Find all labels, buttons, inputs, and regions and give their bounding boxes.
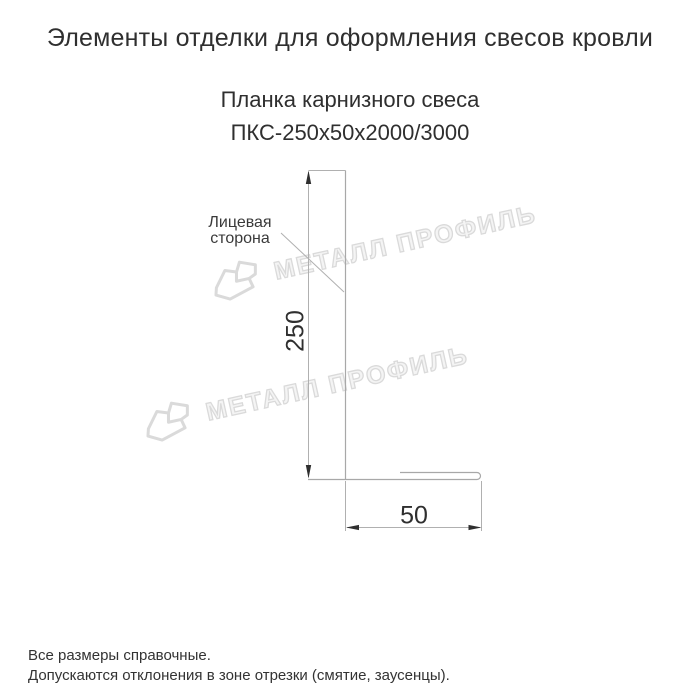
face-side-label-line1: Лицевая — [208, 214, 272, 231]
width-dimension-value: 50 — [400, 501, 428, 530]
watermark-text: МЕТАЛЛ ПРОФИЛЬ — [203, 340, 472, 427]
watermark-text: МЕТАЛЛ ПРОФИЛЬ — [271, 199, 540, 286]
face-side-label-line2: сторона — [210, 230, 270, 247]
footer-note-1: Все размеры справочные. — [28, 647, 211, 664]
face-label-leader-line — [281, 233, 344, 292]
arrow-up-icon — [306, 171, 311, 185]
height-dimension-value: 250 — [281, 310, 310, 352]
footer-note-2: Допускаются отклонения в зоне отрезки (смятие, заусенцы). — [28, 667, 450, 684]
arrow-down-icon — [306, 465, 311, 479]
arrow-left-icon — [346, 525, 359, 530]
face-side-label — [195, 215, 285, 247]
arrow-right-icon — [469, 525, 482, 530]
product-code: ПКС-250х50х2000/3000 — [230, 120, 470, 145]
product-name: Планка карнизного свеса — [220, 87, 480, 112]
profile-hem-line — [400, 473, 481, 480]
page-title: Элементы отделки для оформления свесов кровли — [46, 24, 654, 52]
